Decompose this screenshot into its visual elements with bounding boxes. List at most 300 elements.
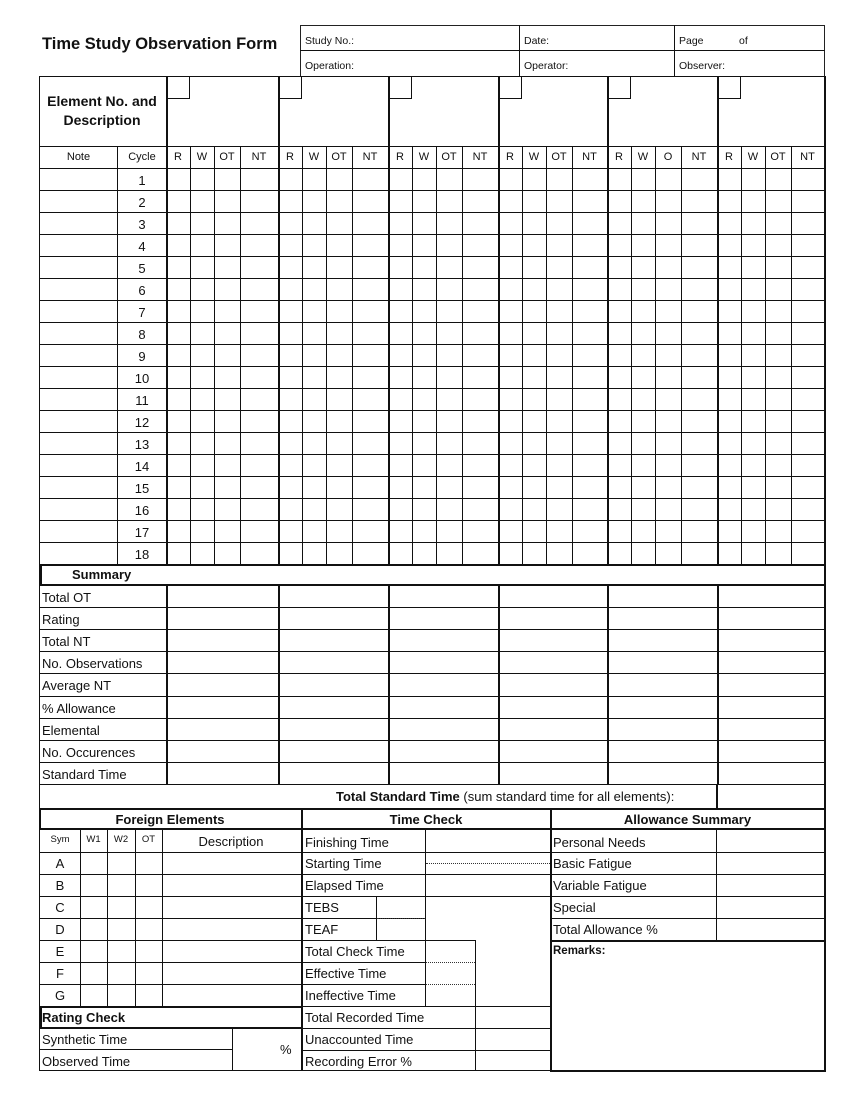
cell-r-cycle-11[interactable] bbox=[608, 389, 631, 410]
cell-nt-cycle-7[interactable] bbox=[792, 301, 824, 322]
cell-ot-cycle-1[interactable] bbox=[215, 169, 240, 190]
cell-nt-cycle-9[interactable] bbox=[353, 345, 388, 366]
summary-cell[interactable] bbox=[390, 763, 498, 784]
cell-ot-cycle-3[interactable] bbox=[547, 213, 572, 234]
cell-nt-cycle-8[interactable] bbox=[463, 323, 498, 344]
cell-nt-cycle-7[interactable] bbox=[463, 301, 498, 322]
cell-r-cycle-4[interactable] bbox=[167, 235, 190, 256]
foreign-w1-input-f[interactable] bbox=[81, 963, 107, 984]
summary-cell[interactable] bbox=[168, 586, 278, 607]
cell-w-cycle-8[interactable] bbox=[191, 323, 214, 344]
cell-ot-cycle-15[interactable] bbox=[327, 477, 352, 498]
cell-w-cycle-12[interactable] bbox=[523, 411, 546, 432]
cell-r-cycle-14[interactable] bbox=[389, 455, 412, 476]
cell-nt-cycle-18[interactable] bbox=[573, 543, 607, 564]
cell-r-cycle-6[interactable] bbox=[608, 279, 631, 300]
summary-cell[interactable] bbox=[719, 719, 824, 740]
cell-ot-cycle-13[interactable] bbox=[437, 433, 462, 454]
cell-r-cycle-1[interactable] bbox=[718, 169, 741, 190]
foreign-w1-input-c[interactable] bbox=[81, 897, 107, 918]
cell-w-cycle-11[interactable] bbox=[632, 389, 655, 410]
cell-w-cycle-2[interactable] bbox=[303, 191, 326, 212]
foreign-w2-input-e[interactable] bbox=[108, 941, 135, 962]
allowance-value-input-5[interactable] bbox=[717, 919, 824, 940]
cell-w-cycle-9[interactable] bbox=[523, 345, 546, 366]
cell-nt-cycle-15[interactable] bbox=[353, 477, 388, 498]
cell-r-cycle-14[interactable] bbox=[499, 455, 522, 476]
cell-w-cycle-3[interactable] bbox=[742, 213, 765, 234]
cell-nt-cycle-18[interactable] bbox=[792, 543, 824, 564]
cell-w-cycle-2[interactable] bbox=[413, 191, 436, 212]
cell-r-cycle-6[interactable] bbox=[279, 279, 302, 300]
cell-nt-cycle-6[interactable] bbox=[353, 279, 388, 300]
cell-r-cycle-6[interactable] bbox=[389, 279, 412, 300]
summary-cell[interactable] bbox=[390, 586, 498, 607]
cell-nt-cycle-3[interactable] bbox=[463, 213, 498, 234]
cell-r-cycle-3[interactable] bbox=[389, 213, 412, 234]
cell-r-cycle-17[interactable] bbox=[499, 521, 522, 542]
cell-w-cycle-17[interactable] bbox=[191, 521, 214, 542]
cell-w-cycle-4[interactable] bbox=[632, 235, 655, 256]
note-input[interactable] bbox=[40, 257, 116, 278]
cell-ot-cycle-9[interactable] bbox=[766, 345, 791, 366]
cell-ot-cycle-2[interactable] bbox=[215, 191, 240, 212]
cell-o-cycle-10[interactable] bbox=[656, 367, 681, 388]
cell-r-cycle-5[interactable] bbox=[389, 257, 412, 278]
summary-cell[interactable] bbox=[280, 630, 388, 651]
cell-w-cycle-7[interactable] bbox=[632, 301, 655, 322]
cell-ot-cycle-7[interactable] bbox=[766, 301, 791, 322]
element-description-input-6[interactable] bbox=[719, 100, 822, 145]
cell-w-cycle-5[interactable] bbox=[303, 257, 326, 278]
cell-w-cycle-18[interactable] bbox=[742, 543, 765, 564]
unaccounted-time-input[interactable] bbox=[476, 1029, 550, 1050]
allowance-value-input-1[interactable] bbox=[717, 831, 824, 852]
cell-r-cycle-6[interactable] bbox=[167, 279, 190, 300]
cell-ot-cycle-12[interactable] bbox=[547, 411, 572, 432]
cell-w-cycle-10[interactable] bbox=[632, 367, 655, 388]
cell-r-cycle-8[interactable] bbox=[608, 323, 631, 344]
cell-r-cycle-15[interactable] bbox=[608, 477, 631, 498]
cell-r-cycle-15[interactable] bbox=[167, 477, 190, 498]
cell-r-cycle-14[interactable] bbox=[167, 455, 190, 476]
foreign-ot-input-b[interactable] bbox=[136, 875, 162, 896]
element-number-input-6[interactable] bbox=[719, 77, 740, 98]
cell-nt-cycle-13[interactable] bbox=[463, 433, 498, 454]
foreign-description-input-e[interactable] bbox=[163, 941, 300, 962]
cell-r-cycle-14[interactable] bbox=[718, 455, 741, 476]
cell-nt-cycle-6[interactable] bbox=[682, 279, 717, 300]
cell-r-cycle-15[interactable] bbox=[279, 477, 302, 498]
summary-cell[interactable] bbox=[500, 630, 607, 651]
cell-w-cycle-6[interactable] bbox=[523, 279, 546, 300]
foreign-w2-input-c[interactable] bbox=[108, 897, 135, 918]
summary-cell[interactable] bbox=[168, 741, 278, 762]
cell-nt-cycle-3[interactable] bbox=[353, 213, 388, 234]
cell-r-cycle-7[interactable] bbox=[389, 301, 412, 322]
cell-w-cycle-11[interactable] bbox=[191, 389, 214, 410]
summary-cell[interactable] bbox=[500, 763, 607, 784]
cell-o-cycle-18[interactable] bbox=[656, 543, 681, 564]
cell-w-cycle-10[interactable] bbox=[742, 367, 765, 388]
cell-ot-cycle-4[interactable] bbox=[437, 235, 462, 256]
cell-w-cycle-8[interactable] bbox=[303, 323, 326, 344]
cell-r-cycle-8[interactable] bbox=[499, 323, 522, 344]
cell-r-cycle-18[interactable] bbox=[499, 543, 522, 564]
cell-ot-cycle-3[interactable] bbox=[437, 213, 462, 234]
cell-w-cycle-2[interactable] bbox=[523, 191, 546, 212]
cell-o-cycle-3[interactable] bbox=[656, 213, 681, 234]
summary-cell[interactable] bbox=[280, 608, 388, 629]
cell-r-cycle-5[interactable] bbox=[279, 257, 302, 278]
summary-cell[interactable] bbox=[280, 586, 388, 607]
cell-r-cycle-13[interactable] bbox=[718, 433, 741, 454]
cell-nt-cycle-9[interactable] bbox=[241, 345, 278, 366]
cell-r-cycle-5[interactable] bbox=[718, 257, 741, 278]
summary-cell[interactable] bbox=[719, 652, 824, 673]
cell-w-cycle-4[interactable] bbox=[303, 235, 326, 256]
cell-nt-cycle-7[interactable] bbox=[573, 301, 607, 322]
cell-ot-cycle-13[interactable] bbox=[766, 433, 791, 454]
cell-ot-cycle-16[interactable] bbox=[327, 499, 352, 520]
cell-o-cycle-14[interactable] bbox=[656, 455, 681, 476]
element-description-input-5[interactable] bbox=[609, 100, 715, 145]
cell-w-cycle-11[interactable] bbox=[303, 389, 326, 410]
cell-r-cycle-13[interactable] bbox=[389, 433, 412, 454]
cell-nt-cycle-17[interactable] bbox=[353, 521, 388, 542]
cell-w-cycle-16[interactable] bbox=[413, 499, 436, 520]
cell-ot-cycle-6[interactable] bbox=[766, 279, 791, 300]
summary-cell[interactable] bbox=[609, 608, 717, 629]
summary-cell[interactable] bbox=[168, 719, 278, 740]
cell-r-cycle-12[interactable] bbox=[279, 411, 302, 432]
remarks-field[interactable] bbox=[552, 958, 822, 1068]
summary-cell[interactable] bbox=[168, 763, 278, 784]
cell-o-cycle-6[interactable] bbox=[656, 279, 681, 300]
summary-cell[interactable] bbox=[719, 674, 824, 696]
cell-ot-cycle-14[interactable] bbox=[437, 455, 462, 476]
cell-r-cycle-12[interactable] bbox=[389, 411, 412, 432]
cell-r-cycle-9[interactable] bbox=[608, 345, 631, 366]
cell-w-cycle-14[interactable] bbox=[523, 455, 546, 476]
cell-w-cycle-11[interactable] bbox=[413, 389, 436, 410]
cell-o-cycle-15[interactable] bbox=[656, 477, 681, 498]
cell-ot-cycle-18[interactable] bbox=[766, 543, 791, 564]
cell-r-cycle-4[interactable] bbox=[499, 235, 522, 256]
cell-ot-cycle-18[interactable] bbox=[547, 543, 572, 564]
cell-ot-cycle-1[interactable] bbox=[766, 169, 791, 190]
cell-r-cycle-6[interactable] bbox=[718, 279, 741, 300]
cell-w-cycle-15[interactable] bbox=[303, 477, 326, 498]
cell-r-cycle-10[interactable] bbox=[279, 367, 302, 388]
cell-nt-cycle-10[interactable] bbox=[463, 367, 498, 388]
note-input[interactable] bbox=[40, 389, 116, 410]
cell-nt-cycle-3[interactable] bbox=[682, 213, 717, 234]
cell-ot-cycle-7[interactable] bbox=[547, 301, 572, 322]
foreign-ot-input-e[interactable] bbox=[136, 941, 162, 962]
cell-ot-cycle-13[interactable] bbox=[327, 433, 352, 454]
cell-ot-cycle-1[interactable] bbox=[437, 169, 462, 190]
foreign-description-input-g[interactable] bbox=[163, 985, 300, 1006]
cell-ot-cycle-4[interactable] bbox=[547, 235, 572, 256]
cell-nt-cycle-6[interactable] bbox=[792, 279, 824, 300]
cell-nt-cycle-9[interactable] bbox=[463, 345, 498, 366]
cell-r-cycle-4[interactable] bbox=[279, 235, 302, 256]
cell-nt-cycle-13[interactable] bbox=[573, 433, 607, 454]
allowance-value-input-4[interactable] bbox=[717, 897, 824, 918]
cell-w-cycle-3[interactable] bbox=[191, 213, 214, 234]
foreign-ot-input-g[interactable] bbox=[136, 985, 162, 1006]
cell-r-cycle-9[interactable] bbox=[279, 345, 302, 366]
cell-ot-cycle-5[interactable] bbox=[437, 257, 462, 278]
cell-w-cycle-13[interactable] bbox=[632, 433, 655, 454]
cell-o-cycle-4[interactable] bbox=[656, 235, 681, 256]
summary-cell[interactable] bbox=[168, 674, 278, 696]
cell-ot-cycle-11[interactable] bbox=[766, 389, 791, 410]
summary-cell[interactable] bbox=[719, 586, 824, 607]
summary-cell[interactable] bbox=[719, 697, 824, 718]
cell-ot-cycle-18[interactable] bbox=[437, 543, 462, 564]
cell-ot-cycle-16[interactable] bbox=[215, 499, 240, 520]
cell-nt-cycle-12[interactable] bbox=[463, 411, 498, 432]
cell-w-cycle-10[interactable] bbox=[523, 367, 546, 388]
cell-ot-cycle-5[interactable] bbox=[766, 257, 791, 278]
cell-w-cycle-14[interactable] bbox=[632, 455, 655, 476]
cell-r-cycle-1[interactable] bbox=[389, 169, 412, 190]
note-input[interactable] bbox=[40, 521, 116, 542]
cell-nt-cycle-14[interactable] bbox=[463, 455, 498, 476]
note-input[interactable] bbox=[40, 543, 116, 564]
cell-ot-cycle-6[interactable] bbox=[437, 279, 462, 300]
cell-r-cycle-5[interactable] bbox=[167, 257, 190, 278]
cell-ot-cycle-18[interactable] bbox=[327, 543, 352, 564]
cell-nt-cycle-18[interactable] bbox=[241, 543, 278, 564]
cell-r-cycle-15[interactable] bbox=[499, 477, 522, 498]
cell-nt-cycle-14[interactable] bbox=[792, 455, 824, 476]
cell-r-cycle-5[interactable] bbox=[608, 257, 631, 278]
cell-nt-cycle-2[interactable] bbox=[353, 191, 388, 212]
cell-o-cycle-5[interactable] bbox=[656, 257, 681, 278]
cell-w-cycle-17[interactable] bbox=[303, 521, 326, 542]
cell-nt-cycle-2[interactable] bbox=[682, 191, 717, 212]
cell-nt-cycle-7[interactable] bbox=[682, 301, 717, 322]
cell-w-cycle-5[interactable] bbox=[413, 257, 436, 278]
cell-nt-cycle-16[interactable] bbox=[353, 499, 388, 520]
cell-r-cycle-2[interactable] bbox=[389, 191, 412, 212]
cell-w-cycle-1[interactable] bbox=[191, 169, 214, 190]
cell-nt-cycle-3[interactable] bbox=[573, 213, 607, 234]
cell-w-cycle-9[interactable] bbox=[303, 345, 326, 366]
cell-r-cycle-2[interactable] bbox=[718, 191, 741, 212]
foreign-ot-input-a[interactable] bbox=[136, 853, 162, 874]
summary-cell[interactable] bbox=[280, 652, 388, 673]
cell-ot-cycle-5[interactable] bbox=[327, 257, 352, 278]
cell-ot-cycle-3[interactable] bbox=[766, 213, 791, 234]
cell-ot-cycle-8[interactable] bbox=[437, 323, 462, 344]
cell-r-cycle-2[interactable] bbox=[499, 191, 522, 212]
cell-r-cycle-4[interactable] bbox=[389, 235, 412, 256]
cell-w-cycle-3[interactable] bbox=[413, 213, 436, 234]
cell-nt-cycle-2[interactable] bbox=[573, 191, 607, 212]
cell-nt-cycle-16[interactable] bbox=[573, 499, 607, 520]
cell-w-cycle-3[interactable] bbox=[632, 213, 655, 234]
cell-r-cycle-4[interactable] bbox=[608, 235, 631, 256]
cell-r-cycle-16[interactable] bbox=[279, 499, 302, 520]
cell-nt-cycle-8[interactable] bbox=[682, 323, 717, 344]
cell-ot-cycle-8[interactable] bbox=[547, 323, 572, 344]
cell-r-cycle-12[interactable] bbox=[167, 411, 190, 432]
cell-nt-cycle-4[interactable] bbox=[353, 235, 388, 256]
total-standard-time-input[interactable] bbox=[718, 785, 824, 808]
cell-r-cycle-3[interactable] bbox=[167, 213, 190, 234]
foreign-w1-input-g[interactable] bbox=[81, 985, 107, 1006]
cell-w-cycle-10[interactable] bbox=[191, 367, 214, 388]
element-number-input-3[interactable] bbox=[390, 77, 411, 98]
cell-ot-cycle-4[interactable] bbox=[327, 235, 352, 256]
cell-r-cycle-17[interactable] bbox=[608, 521, 631, 542]
cell-ot-cycle-8[interactable] bbox=[215, 323, 240, 344]
element-number-input-1[interactable] bbox=[168, 77, 189, 98]
cell-r-cycle-8[interactable] bbox=[167, 323, 190, 344]
summary-cell[interactable] bbox=[390, 719, 498, 740]
cell-nt-cycle-11[interactable] bbox=[682, 389, 717, 410]
cell-r-cycle-17[interactable] bbox=[279, 521, 302, 542]
note-input[interactable] bbox=[40, 477, 116, 498]
cell-w-cycle-16[interactable] bbox=[632, 499, 655, 520]
cell-r-cycle-8[interactable] bbox=[279, 323, 302, 344]
cell-r-cycle-17[interactable] bbox=[718, 521, 741, 542]
cell-ot-cycle-17[interactable] bbox=[766, 521, 791, 542]
foreign-ot-input-c[interactable] bbox=[136, 897, 162, 918]
cell-nt-cycle-13[interactable] bbox=[241, 433, 278, 454]
cell-w-cycle-8[interactable] bbox=[523, 323, 546, 344]
cell-ot-cycle-8[interactable] bbox=[327, 323, 352, 344]
cell-w-cycle-13[interactable] bbox=[303, 433, 326, 454]
cell-nt-cycle-17[interactable] bbox=[463, 521, 498, 542]
foreign-ot-input-f[interactable] bbox=[136, 963, 162, 984]
cell-w-cycle-2[interactable] bbox=[742, 191, 765, 212]
cell-w-cycle-5[interactable] bbox=[742, 257, 765, 278]
cell-w-cycle-1[interactable] bbox=[413, 169, 436, 190]
cell-nt-cycle-5[interactable] bbox=[792, 257, 824, 278]
summary-cell[interactable] bbox=[280, 674, 388, 696]
cell-w-cycle-15[interactable] bbox=[632, 477, 655, 498]
foreign-w2-input-g[interactable] bbox=[108, 985, 135, 1006]
element-description-input-1[interactable] bbox=[168, 100, 276, 145]
cell-ot-cycle-17[interactable] bbox=[327, 521, 352, 542]
cell-ot-cycle-7[interactable] bbox=[437, 301, 462, 322]
summary-cell[interactable] bbox=[719, 630, 824, 651]
cell-w-cycle-1[interactable] bbox=[303, 169, 326, 190]
cell-r-cycle-9[interactable] bbox=[167, 345, 190, 366]
cell-w-cycle-16[interactable] bbox=[523, 499, 546, 520]
cell-r-cycle-12[interactable] bbox=[499, 411, 522, 432]
cell-ot-cycle-12[interactable] bbox=[215, 411, 240, 432]
cell-r-cycle-13[interactable] bbox=[279, 433, 302, 454]
cell-ot-cycle-8[interactable] bbox=[766, 323, 791, 344]
cell-o-cycle-1[interactable] bbox=[656, 169, 681, 190]
cell-w-cycle-2[interactable] bbox=[191, 191, 214, 212]
cell-r-cycle-8[interactable] bbox=[718, 323, 741, 344]
cell-ot-cycle-2[interactable] bbox=[547, 191, 572, 212]
summary-cell[interactable] bbox=[280, 741, 388, 762]
cell-w-cycle-14[interactable] bbox=[303, 455, 326, 476]
cell-r-cycle-2[interactable] bbox=[279, 191, 302, 212]
cell-w-cycle-4[interactable] bbox=[413, 235, 436, 256]
element-number-input-4[interactable] bbox=[500, 77, 521, 98]
note-input[interactable] bbox=[40, 323, 116, 344]
cell-ot-cycle-14[interactable] bbox=[547, 455, 572, 476]
cell-w-cycle-13[interactable] bbox=[742, 433, 765, 454]
cell-nt-cycle-8[interactable] bbox=[241, 323, 278, 344]
cell-ot-cycle-2[interactable] bbox=[327, 191, 352, 212]
cell-ot-cycle-12[interactable] bbox=[766, 411, 791, 432]
cell-r-cycle-1[interactable] bbox=[608, 169, 631, 190]
cell-nt-cycle-9[interactable] bbox=[682, 345, 717, 366]
cell-nt-cycle-4[interactable] bbox=[463, 235, 498, 256]
summary-cell[interactable] bbox=[500, 586, 607, 607]
note-input[interactable] bbox=[40, 411, 116, 432]
cell-ot-cycle-1[interactable] bbox=[547, 169, 572, 190]
cell-o-cycle-9[interactable] bbox=[656, 345, 681, 366]
cell-r-cycle-16[interactable] bbox=[718, 499, 741, 520]
cell-o-cycle-17[interactable] bbox=[656, 521, 681, 542]
cell-r-cycle-3[interactable] bbox=[279, 213, 302, 234]
cell-w-cycle-6[interactable] bbox=[632, 279, 655, 300]
cell-ot-cycle-18[interactable] bbox=[215, 543, 240, 564]
cell-nt-cycle-15[interactable] bbox=[573, 477, 607, 498]
cell-w-cycle-5[interactable] bbox=[191, 257, 214, 278]
cell-ot-cycle-9[interactable] bbox=[215, 345, 240, 366]
cell-ot-cycle-3[interactable] bbox=[327, 213, 352, 234]
cell-r-cycle-11[interactable] bbox=[389, 389, 412, 410]
cell-ot-cycle-17[interactable] bbox=[437, 521, 462, 542]
summary-cell[interactable] bbox=[168, 697, 278, 718]
cell-ot-cycle-10[interactable] bbox=[327, 367, 352, 388]
cell-ot-cycle-4[interactable] bbox=[766, 235, 791, 256]
cell-nt-cycle-10[interactable] bbox=[353, 367, 388, 388]
cell-r-cycle-2[interactable] bbox=[608, 191, 631, 212]
summary-cell[interactable] bbox=[609, 652, 717, 673]
cell-r-cycle-14[interactable] bbox=[608, 455, 631, 476]
summary-cell[interactable] bbox=[390, 630, 498, 651]
cell-nt-cycle-17[interactable] bbox=[573, 521, 607, 542]
cell-nt-cycle-9[interactable] bbox=[573, 345, 607, 366]
cell-nt-cycle-1[interactable] bbox=[241, 169, 278, 190]
recording-error-input[interactable] bbox=[476, 1051, 550, 1070]
cell-ot-cycle-3[interactable] bbox=[215, 213, 240, 234]
foreign-description-input-a[interactable] bbox=[163, 853, 300, 874]
cell-ot-cycle-14[interactable] bbox=[327, 455, 352, 476]
cell-r-cycle-7[interactable] bbox=[279, 301, 302, 322]
cell-ot-cycle-16[interactable] bbox=[547, 499, 572, 520]
summary-cell[interactable] bbox=[390, 608, 498, 629]
cell-nt-cycle-6[interactable] bbox=[573, 279, 607, 300]
note-input[interactable] bbox=[40, 499, 116, 520]
summary-cell[interactable] bbox=[500, 741, 607, 762]
note-input[interactable] bbox=[40, 191, 116, 212]
cell-nt-cycle-11[interactable] bbox=[463, 389, 498, 410]
cell-w-cycle-17[interactable] bbox=[413, 521, 436, 542]
summary-cell[interactable] bbox=[609, 719, 717, 740]
cell-w-cycle-14[interactable] bbox=[191, 455, 214, 476]
cell-r-cycle-11[interactable] bbox=[499, 389, 522, 410]
summary-cell[interactable] bbox=[280, 719, 388, 740]
cell-nt-cycle-14[interactable] bbox=[241, 455, 278, 476]
cell-nt-cycle-2[interactable] bbox=[241, 191, 278, 212]
cell-nt-cycle-14[interactable] bbox=[682, 455, 717, 476]
cell-ot-cycle-1[interactable] bbox=[327, 169, 352, 190]
